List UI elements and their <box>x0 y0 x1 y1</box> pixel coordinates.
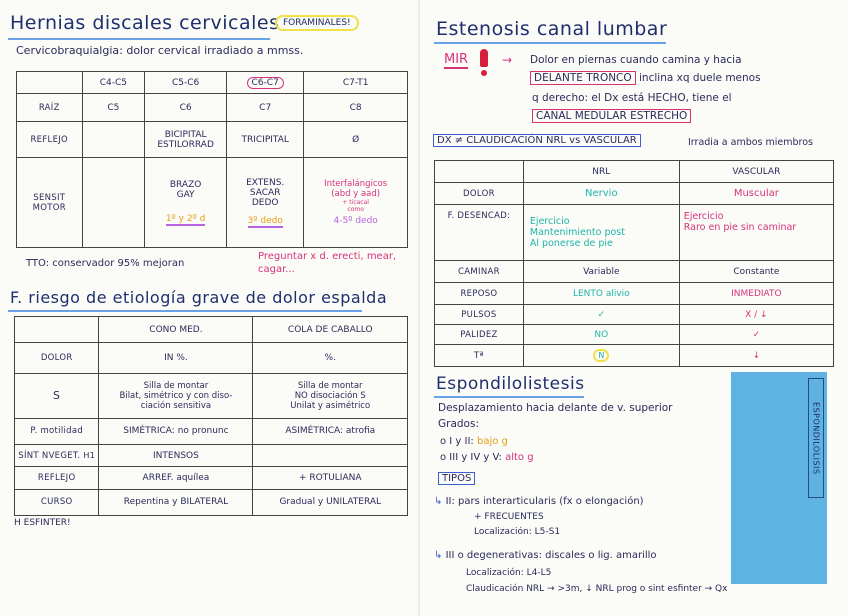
cell: %. <box>253 343 408 373</box>
row-label: PULSOS <box>435 305 524 325</box>
table-cono-cola <box>14 316 408 516</box>
row-label: CAMINAR <box>435 261 524 283</box>
cell: INTENSOS <box>99 444 253 466</box>
title-espondilolistesis: Espondilolistesis <box>436 374 585 394</box>
row-label: RAÍZ <box>17 94 83 122</box>
cell: + ROTULIANA <box>253 467 408 489</box>
cell: Variable <box>523 261 679 283</box>
cell: C5 <box>82 94 145 122</box>
row-label: PALIDEZ <box>435 325 524 345</box>
title-hernias: Hernias discales cervicales <box>10 12 280 34</box>
row-label: P. motilidad <box>15 418 99 444</box>
cell: C7 <box>227 94 304 122</box>
cell: Ø <box>304 122 408 158</box>
col-header: VASCULAR <box>679 161 833 183</box>
digit-c7: 3º dedo <box>247 215 283 226</box>
tipo-2-loc: Localización: L4-L5 <box>466 568 552 578</box>
cell: Gradual y UNILATERAL <box>253 489 408 515</box>
cell: SIMÉTRICA: no pronunc <box>99 418 253 444</box>
tipos-box: TIPOS <box>438 472 475 485</box>
tipo-1-frecuentes: + FRECUENTES <box>474 512 544 522</box>
nveget-note: H1 <box>83 450 96 460</box>
col-header: C6-C7 <box>227 72 304 94</box>
tipo-2-claud: Claudicación NRL → >3m, ↓ NRL prog o sint esfinter → Qx <box>466 584 728 594</box>
col-header: C5-C6 <box>145 72 227 94</box>
cell: Constante <box>679 261 833 283</box>
row-label: SÍNT NVEGET. H1 <box>15 444 99 466</box>
grado-1: o I y II: bajo g <box>440 436 508 447</box>
cell <box>253 444 408 466</box>
cell: INMEDIATO <box>679 283 833 305</box>
intro-text: Cervicobraquialgia: dolor cervical irradiado a mmss. <box>16 44 304 57</box>
title2-underline <box>434 396 584 398</box>
cell: TRICIPITAL <box>227 122 304 158</box>
table-claudicacion <box>434 160 834 367</box>
cell: Muscular <box>679 183 833 205</box>
cell: Interfalángicos (abd y aad) + ticacal como 4-5º dedo <box>304 158 408 248</box>
table-corner <box>17 72 83 94</box>
foraminales-badge: FORAMINALES! <box>275 15 359 31</box>
title-estenosis: Estenosis canal lumbar <box>436 18 668 40</box>
row-label: REFLEJO <box>15 467 99 489</box>
arrow-icon: → <box>502 53 513 67</box>
cell <box>82 158 145 248</box>
cell: C6 <box>145 94 227 122</box>
mir-line1: Dolor en piernas cuando camina y hacia <box>530 54 742 66</box>
table-hernias <box>16 71 408 248</box>
tipo-2: ↳ III o degenerativas: discales o lig. amarillo <box>434 550 657 561</box>
cell: C8 <box>304 94 408 122</box>
dx-note: Irradia a ambos miembros <box>688 137 813 148</box>
cell: BICIPITAL ESTILORRAD <box>145 122 227 158</box>
row-label: DOLOR <box>15 343 99 373</box>
sticky-label: ESPONDILOLISIS <box>808 378 824 498</box>
digit-c8: 4-5º dedo <box>333 216 378 226</box>
col-header: C4-C5 <box>82 72 145 94</box>
cell: LENTO alivio <box>523 283 679 305</box>
exclamation-icon <box>480 49 488 67</box>
row-label: SENSIT MOTOR <box>17 158 83 248</box>
desc-text: Desplazamiento hacia delante de v. superior <box>438 402 673 414</box>
cell: EXTENS. SACAR DEDO 3º dedo <box>227 158 304 248</box>
mir-line3: q derecho: el Dx está HECHO, tiene el <box>532 92 732 104</box>
cell: Repentina y BILATERAL <box>99 489 253 515</box>
col-header: COLA DE CABALLO <box>253 317 408 343</box>
cell: BRAZO GAY 1º y 2º d <box>145 158 227 248</box>
ask-note: Preguntar x d. erecti, mear, cagar... <box>258 251 397 275</box>
col-header: C7-T1 <box>304 72 408 94</box>
cell: Silla de montar Bilat, simétrico y con diso- ciación sensitiva <box>99 373 253 418</box>
row-label: DOLOR <box>435 183 524 205</box>
row-label: F. DESENCAD: <box>435 205 524 261</box>
mir-line2: DELANTE TRONCO inclina xq duele menos <box>530 72 761 84</box>
title2-underline <box>8 310 362 312</box>
cell: Nervio <box>523 183 679 205</box>
cell: Ejercicio Mantenimiento post Al ponerse de pie <box>523 205 679 261</box>
notebook-fold <box>418 0 420 616</box>
cell <box>82 122 145 158</box>
dx-box: DX ≠ CLAUDICACIÓN NRL vs VASCULAR <box>433 134 641 147</box>
row-label: Tª <box>435 345 524 367</box>
grado-2: o III y IV y V: alto g <box>440 452 534 463</box>
digit-c6: 1º y 2º d <box>165 213 206 224</box>
cell: ASIMÉTRICA: atrofia <box>253 418 408 444</box>
tto-text: TTO: conservador 95% mejoran <box>26 258 185 269</box>
cell: N <box>523 345 679 367</box>
cell: ✓ <box>679 325 833 345</box>
table-corner <box>15 317 99 343</box>
row-label: S <box>15 373 99 418</box>
mir-label: MIR <box>444 52 469 67</box>
grados-label: Grados: <box>438 418 479 430</box>
col-header: NRL <box>523 161 679 183</box>
table-corner <box>435 161 524 183</box>
cell: X / ↓ <box>679 305 833 325</box>
row-label: CURSO <box>15 489 99 515</box>
cell: IN %. <box>99 343 253 373</box>
tipo-1-loc: Localización: L5-S1 <box>474 527 561 537</box>
cell: ↓ <box>679 345 833 367</box>
row-label: REPOSO <box>435 283 524 305</box>
cell: NO <box>523 325 679 345</box>
cell: Silla de montar NO disociación S Unilat y asimétrico <box>253 373 408 418</box>
mir-line4: CANAL MEDULAR ESTRECHO <box>532 110 691 122</box>
footnote: H ESFINTER! <box>14 518 71 528</box>
title-underline <box>8 38 270 40</box>
exclamation-dot-icon <box>481 70 487 76</box>
title-riesgo: F. riesgo de etiología grave de dolor espalda <box>10 288 388 307</box>
c8-note: + ticacal como <box>342 199 369 213</box>
cell: ✓ <box>523 305 679 325</box>
title-underline <box>434 42 666 44</box>
row-label: REFLEJO <box>17 122 83 158</box>
tipo-1: ↳ II: pars interarticularis (fx o elongación) <box>434 496 644 507</box>
cell: ARREF. aquílea <box>99 467 253 489</box>
cell: Ejercicio Raro en pie sin caminar <box>679 205 833 261</box>
col-header: CONO MED. <box>99 317 253 343</box>
